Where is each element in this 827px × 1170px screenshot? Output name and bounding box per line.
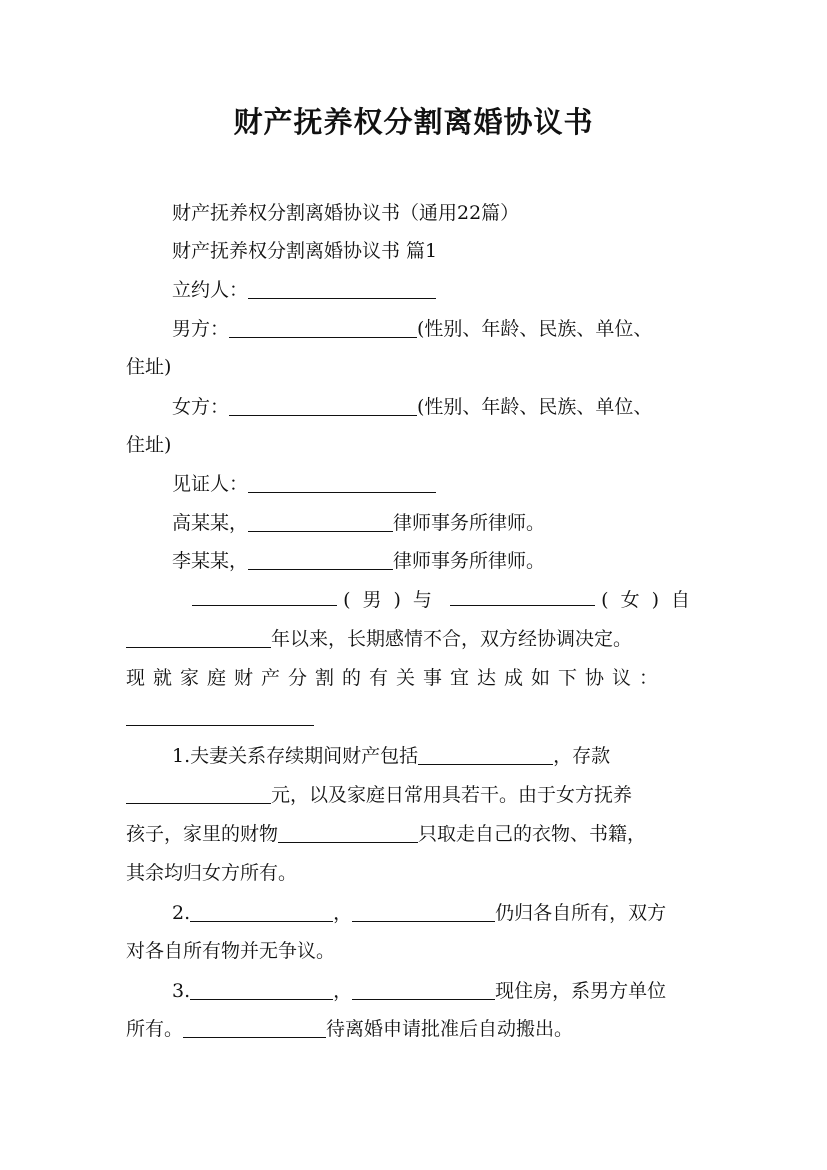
document-subtitle: 财产抚养权分割离婚协议书（通用22篇） bbox=[172, 202, 520, 224]
witness2-firm-suffix: 律师事务所律师。 bbox=[393, 550, 546, 572]
section-heading: 财产抚养权分割离婚协议书 篇1 bbox=[172, 240, 438, 262]
clause-1-line-1 bbox=[172, 743, 610, 769]
witness1-firm-suffix: 律师事务所律师。 bbox=[393, 512, 546, 534]
male-label: 男方： bbox=[172, 318, 230, 340]
clause-2-blank-2 bbox=[352, 903, 495, 922]
signatory-blank bbox=[248, 280, 436, 299]
witness-blank bbox=[248, 474, 436, 493]
intro-female-segment: (女)自 bbox=[601, 589, 702, 611]
female-name-blank bbox=[450, 587, 595, 606]
clause-3-blank-1 bbox=[190, 981, 333, 1000]
clause-1-b: ，存款 bbox=[553, 745, 611, 767]
clause-3-blank-2 bbox=[352, 981, 495, 1000]
female-info-note: (性别、年龄、民族、单位、 bbox=[417, 396, 653, 418]
belongings-blank bbox=[278, 824, 418, 843]
intro-line-2-text: 年以来，长期感情不合，双方经协调决定。 bbox=[271, 628, 633, 650]
witness1-line bbox=[172, 510, 545, 536]
document-title: 财产抚养权分割离婚协议书 bbox=[233, 105, 594, 139]
clause-1-d1: 孩子，家里的财物 bbox=[126, 823, 279, 845]
male-blank bbox=[229, 319, 417, 338]
clause-3-d2: 待离婚申请批准后自动搬出。 bbox=[326, 1018, 574, 1040]
clause-2-c: 仍归各自所有，双方 bbox=[495, 902, 667, 924]
clause-1-line-4: 其余均归女方所有。 bbox=[126, 862, 298, 884]
intro-line-3: 现就家庭财产分割的有关事宜达成如下协议： bbox=[126, 667, 667, 689]
deposit-blank bbox=[126, 785, 271, 804]
female-party-line bbox=[172, 394, 652, 420]
female-blank bbox=[229, 397, 417, 416]
clause-1-c: 元，以及家庭日常用具若干。由于女方抚养 bbox=[271, 784, 633, 806]
property-blank bbox=[418, 746, 553, 765]
signatory-label: 立约人： bbox=[172, 279, 249, 301]
agreement-blank bbox=[126, 707, 314, 726]
female-label: 女方： bbox=[172, 396, 230, 418]
clause-3-line-1 bbox=[172, 978, 666, 1004]
clause-2-blank-1 bbox=[190, 903, 333, 922]
intro-line-1 bbox=[192, 587, 702, 613]
male-info-note: (性别、年龄、民族、单位、 bbox=[417, 318, 653, 340]
witness-line bbox=[172, 471, 436, 497]
clause-1-d2: 只取走自己的衣物、书籍， bbox=[418, 823, 647, 845]
clause-3-c: 现住房，系男方单位 bbox=[495, 980, 667, 1002]
signatory-line bbox=[172, 277, 436, 303]
witness2-firm-blank bbox=[248, 551, 393, 570]
witness-label: 见证人： bbox=[172, 473, 249, 495]
male-info-note-cont: 住址) bbox=[126, 356, 172, 378]
intro-male-segment: (男)与 bbox=[343, 589, 444, 611]
clause-3-d1: 所有。 bbox=[126, 1018, 184, 1040]
clause-2-line-1 bbox=[172, 900, 666, 926]
clause-2-a: 2. bbox=[172, 902, 191, 924]
male-party-line bbox=[172, 316, 652, 342]
clause-3-a: 3. bbox=[172, 980, 191, 1002]
male-name-blank bbox=[192, 587, 337, 606]
witness1-name: 高某某， bbox=[172, 512, 249, 534]
witness2-name: 李某某， bbox=[172, 550, 249, 572]
clause-3-b: ， bbox=[333, 980, 353, 1002]
witness2-line bbox=[172, 548, 545, 574]
clause-1-line-3 bbox=[126, 821, 646, 847]
clause-3-line-2 bbox=[126, 1016, 573, 1042]
clause-1-a: 1.夫妻关系存续期间财产包括 bbox=[172, 745, 419, 767]
clause-3-blank-3 bbox=[183, 1019, 326, 1038]
clause-2-b: ， bbox=[333, 902, 353, 924]
intro-line-4 bbox=[126, 704, 314, 730]
year-blank bbox=[126, 629, 271, 648]
witness1-firm-blank bbox=[248, 513, 393, 532]
intro-line-2 bbox=[126, 626, 632, 652]
clause-1-line-2 bbox=[126, 782, 632, 808]
female-info-note-cont: 住址) bbox=[126, 434, 172, 456]
clause-2-line-2: 对各自所有物并无争议。 bbox=[126, 940, 336, 962]
